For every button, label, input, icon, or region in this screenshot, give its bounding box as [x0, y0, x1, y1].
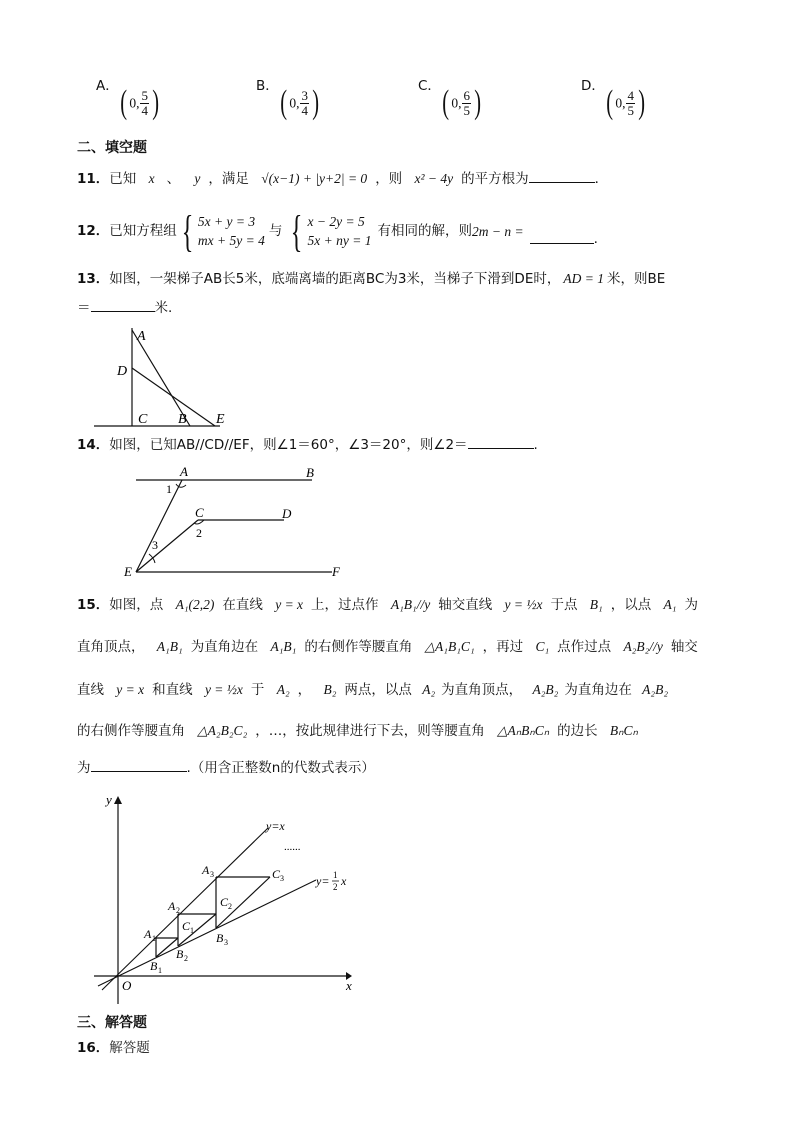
question-13-line1: 13．如图，一架梯子AB长5米，底端离墙的距离BC为3米，当梯子下滑到DE时， AD = 1 米，则BE — [77, 271, 666, 287]
label-E: E — [124, 564, 132, 579]
axis-y-label: y — [106, 792, 112, 807]
svg-text:2: 2 — [184, 954, 188, 963]
label-C: C — [138, 412, 148, 427]
question-14: 14．如图，已知AB//CD//EF，则∠1＝60°，∠3＝20°，则∠2＝ . — [77, 437, 538, 453]
answer-blank-14[interactable] — [468, 447, 534, 449]
option-d-value: ( 0, $\frac{4}{5}$ ) — [606, 84, 646, 121]
coordinate-graph — [88, 790, 368, 1008]
label-C2: C — [220, 895, 229, 909]
option-b-value: ( 0, $\frac{3}{4}$ ) — [280, 84, 320, 121]
question-11: 11．已知 x 、 y ，满足 √(x−1) + |y+2| = 0 ，则 x² − 4y 的平方根为 ． — [77, 171, 609, 187]
question-15-line4: 的右侧作等腰直角 △A₂B₂C₂ ，…，按此规律进行下去，则等腰直角 △AₙBₙCₙ 的边长 BₙCₙ — [77, 723, 638, 739]
parallel-lines-diagram — [122, 462, 352, 580]
question-12: 12． 已知方程组 { 5x + y = 3 mx + 5y = 4 与 { x − 2y = 5 5x + ny = 1 有相同的解，则 2m − n = . — [77, 207, 598, 256]
svg-text:2: 2 — [228, 902, 232, 911]
label-A3: A — [202, 863, 210, 877]
origin-label: O — [122, 978, 132, 993]
label-B: B — [178, 412, 187, 427]
answer-blank-12[interactable] — [530, 242, 594, 244]
svg-text:3: 3 — [224, 938, 228, 947]
question-15-line2: 直角顶点， A₁B₁ 为直角边在 A₁B₁ 的右侧作等腰直角 △A₁B₁C₁ ，再过 C₁ 点作过点 A₂B₂//y 轴交 — [77, 639, 698, 655]
angle-2: 2 — [196, 526, 202, 540]
line-half-num: 1 — [333, 870, 338, 880]
option-b — [256, 78, 279, 104]
label-B1: B — [150, 959, 158, 973]
angle-1: 1 — [166, 482, 172, 496]
question-13-line2: ＝ 米. — [77, 300, 173, 316]
option-a-value: ( 0, $\frac{5}{4}$ ) — [120, 84, 160, 121]
line-half-label-suffix: x — [341, 874, 347, 888]
axis-x-label: x — [346, 978, 352, 993]
label-C1: C — [182, 919, 191, 933]
label-B2: B — [176, 947, 184, 961]
option-c-label: C． — [418, 78, 441, 94]
option-b-label: B． — [256, 78, 279, 94]
answer-blank-13[interactable] — [91, 310, 155, 312]
svg-text:1: 1 — [158, 966, 162, 975]
svg-text:3: 3 — [280, 874, 284, 883]
option-a-label: A． — [96, 78, 119, 94]
label-E: E — [216, 412, 225, 427]
svg-text:2: 2 — [176, 906, 180, 915]
option-d — [581, 78, 605, 104]
label-D: D — [117, 364, 128, 379]
question-15-line3: 直线 y = x 和直线 y = ½x 于 A₂ ， B₂ 两点，以点 A₂ 为直角顶点， A₂B₂ 为直角边在 A₂B₂ — [77, 682, 669, 698]
label-F: F — [332, 564, 340, 579]
line-yx-label: y=x — [266, 819, 285, 833]
svg-text:3: 3 — [210, 870, 214, 879]
question-15-line1: 15．如图，点 A₁(2,2) 在直线 y = x 上，过点作 A₁B₁//y 轴交直线 y = ½x 于点 B₁ ，以点 A₁ 为 — [77, 597, 698, 613]
label-B3: B — [216, 931, 224, 945]
label-A2: A — [168, 899, 176, 913]
label-B: B — [306, 465, 314, 480]
section-title-answer: 三、解答题 — [77, 1015, 147, 1031]
svg-text:1: 1 — [190, 926, 194, 935]
option-c — [418, 78, 441, 104]
question-16: 16．解答题 — [77, 1040, 150, 1056]
ladder-diagram — [90, 324, 230, 430]
section-title-fill-blank: 二、填空题 — [77, 140, 147, 156]
dots-label: ...... — [284, 841, 301, 853]
label-A: A — [137, 329, 146, 344]
label-D: D — [282, 506, 292, 521]
angle-3: 3 — [152, 538, 158, 552]
question-15-line5: 为 .（用含正整数n的代数式表示） — [77, 760, 375, 776]
answer-blank-11[interactable] — [529, 181, 595, 183]
option-d-label: D． — [581, 78, 605, 94]
svg-text:1: 1 — [152, 934, 156, 943]
line-half-label-prefix: y= — [316, 874, 330, 888]
label-C: C — [195, 505, 204, 520]
label-A: A — [180, 464, 188, 479]
line-half-den: 2 — [333, 882, 338, 892]
label-C3: C — [272, 867, 281, 881]
answer-blank-15[interactable] — [91, 770, 187, 772]
label-A1: A — [144, 927, 152, 941]
option-a — [96, 78, 119, 104]
option-c-value: ( 0, $\frac{6}{5}$ ) — [442, 84, 482, 121]
